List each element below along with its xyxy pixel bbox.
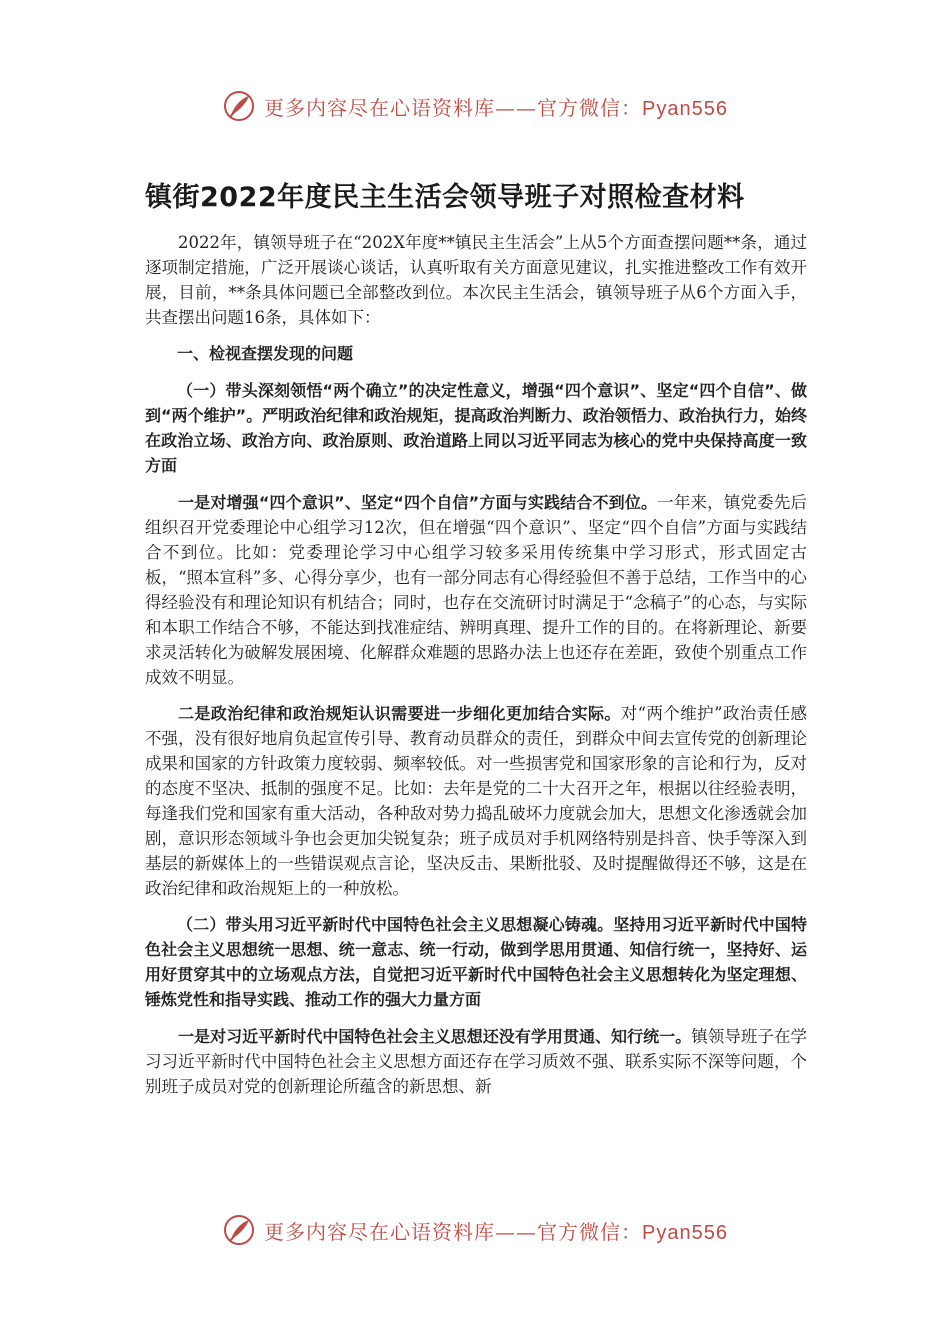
paragraph-2-body: 对“两个维护”政治责任感不强，没有很好地肩负起宣传引导、教育动员群众的责任，到群众中间去宣传党的创新理论成果和国家的方针政策力度较弱、频率较低。对一些损害党和国家形象的言论和行为，反对的态度不坚决、抵制的强度不足。比如：去年是党的二十大召开之年，根据以往经验表明，每逢我们党和国家有重大活动，各种敌对势力捣乱破坏力度就会加大，思想文化渗透就会加剧，意识形态领域斗争也会更加尖锐复杂；班子成员对手机网络特别是抖音、快手等深入到基层的新媒体上的一些错误观点言论，坚决反击、果断批驳、及时提醒做得还不够，这是在政治纪律和政治规矩上的一种放松。 [145, 704, 807, 898]
paragraph-1 [145, 490, 807, 690]
item-heading-2: （二）带头用习近平新时代中国特色社会主义思想凝心铸魂。坚持用习近平新时代中国特色社会主义思想统一思想、统一意志、统一行动，做到学思用贯通、知信行统一，坚持好、运用好贯穿其中的立场观点方法，自觉把习近平新时代中国特色社会主义思想转化为坚定理想、锤炼党性和指导实践、推动工作的强大力量方面 [145, 915, 807, 1009]
footer-watermark-banner [0, 1208, 950, 1252]
banner-wechat-label: 官方微信： [537, 1219, 643, 1244]
header-watermark-banner [0, 84, 950, 128]
paragraph-2-lead: 二是政治纪律和政治规矩认识需要进一步细化更加结合实际。 [178, 704, 621, 723]
paragraph-2 [145, 701, 807, 901]
quill-logo-icon [222, 89, 256, 123]
banner-wechat-label: 官方微信： [537, 95, 643, 120]
banner-site-text: 更多内容尽在心语资料库 [264, 95, 496, 120]
banner-site-text: 更多内容尽在心语资料库 [264, 1219, 496, 1244]
document-body [145, 230, 807, 1110]
banner-separator: —— [495, 95, 538, 120]
item-heading-1: （一）带头深刻领悟“两个确立”的决定性意义，增强“四个意识”、坚定“四个自信”、做到“两个维护”。严明政治纪律和政治规矩，提高政治判断力、政治领悟力、政治执行力，始终在政治立场、政治方向、政治原则、政治道路上同以习近平同志为核心的党中央保持高度一致方面 [145, 381, 807, 475]
paragraph-3-lead: 一是对习近平新时代中国特色社会主义思想还没有学用贯通、知行统一。 [178, 1027, 692, 1046]
paragraph-3-body: 镇领导班子在学习习近平新时代中国特色社会主义思想方面还存在学习质效不强、联系实际不深等问题，个别班子成员对党的创新理论所蕴含的新思想、新 [145, 1027, 807, 1096]
document-title: 镇街2022年度民主生活会领导班子对照检查材料 [145, 182, 745, 213]
banner-wechat-id: Pyan556 [642, 1221, 728, 1244]
paragraph-3 [145, 1024, 807, 1099]
quill-logo-icon [222, 1213, 256, 1247]
section-heading-1: 一、检视查摆发现的问题 [177, 344, 354, 363]
banner-text [264, 1216, 728, 1245]
banner-wechat-id: Pyan556 [642, 97, 728, 120]
banner-separator: —— [495, 1219, 538, 1244]
paragraph-1-body: 一年来，镇党委先后组织召开党委理论中心组学习12次，但在增强“四个意识”、坚定“四个自信”方面与实践结合不到位。比如：党委理论学习中心组学习较多采用传统集中学习形式，形式固定古板，“照本宣科”多、心得分享少，也有一部分同志有心得经验但不善于总结，工作当中的心得经验没有和理论知识有机结合；同时，也存在交流研讨时满足于“念稿子”的心态，与实际和本职工作结合不够，不能达到找准症结、辨明真理、提升工作的目的。在将新理论、新要求灵活转化为破解发展困境、化解群众难题的思路办法上也还存在差距，致使个别重点工作成效不明显。 [145, 493, 807, 687]
banner-text [264, 92, 728, 121]
intro-paragraph: 2022年，镇领导班子在“202X年度**镇民主生活会”上从5个方面查摆问题**条，通过逐项制定措施，广泛开展谈心谈话，认真听取有关方面意见建议，扎实推进整改工作有效开展，目前，**条具体问题已全部整改到位。本次民主生活会，镇领导班子从6个方面入手，共查摆出问题16条，具体如下： [145, 233, 807, 327]
paragraph-1-lead: 一是对增强“四个意识”、坚定“四个自信”方面与实践结合不到位。 [178, 493, 658, 512]
